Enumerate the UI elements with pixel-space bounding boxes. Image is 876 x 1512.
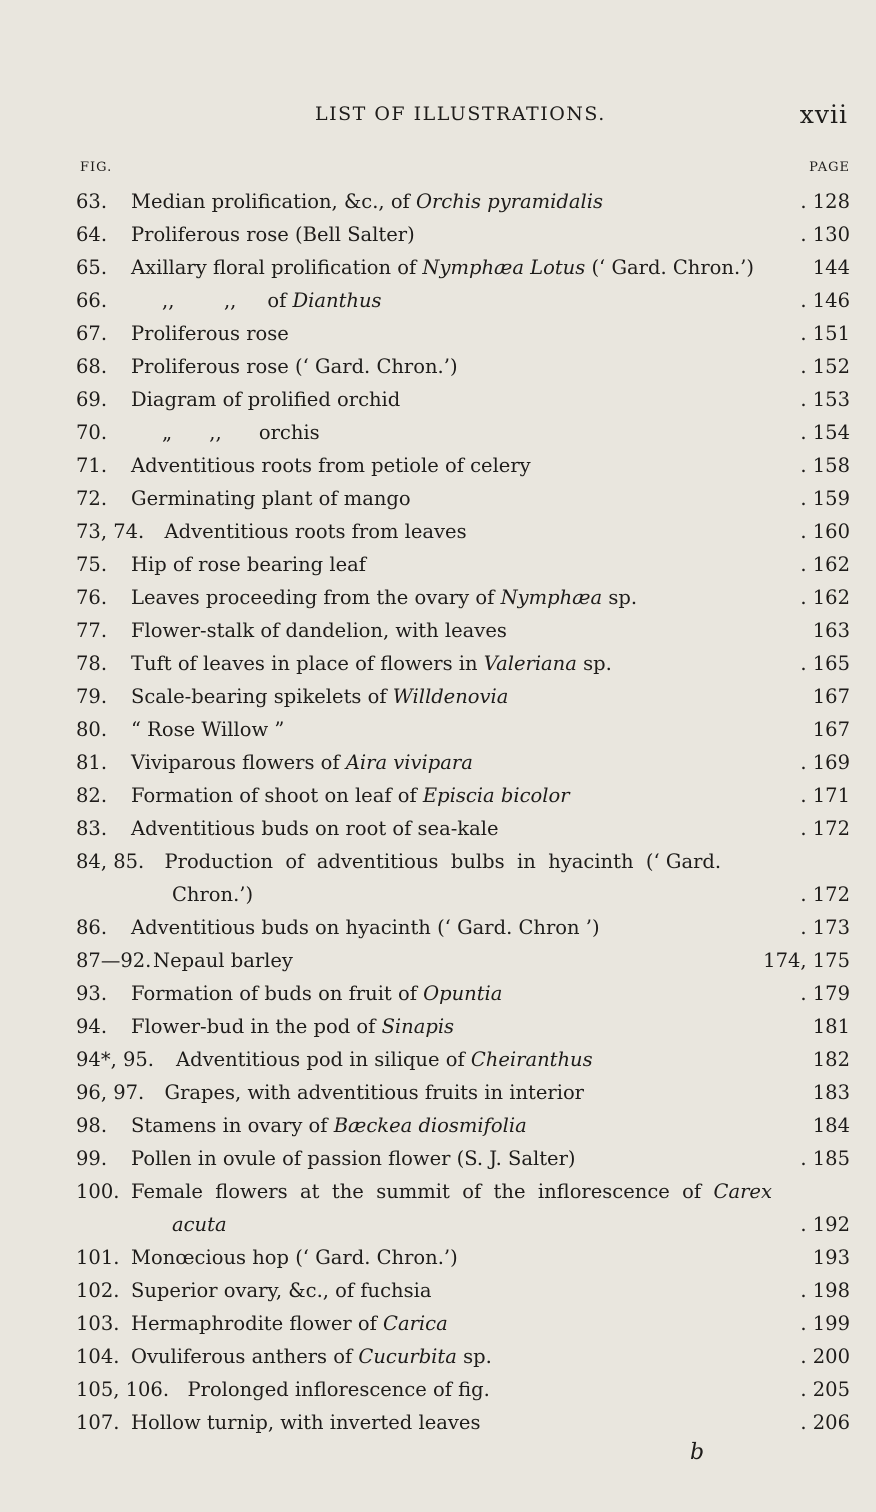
page-ref: 174, 175 [763, 949, 850, 972]
caption [131, 350, 458, 383]
page-ref: . 200 [800, 1345, 850, 1368]
caption-italic: Sinapis [381, 1015, 455, 1038]
caption [176, 1043, 593, 1076]
caption [131, 1241, 458, 1274]
list-item [0, 713, 876, 746]
caption-text: Adventitious roots from petiole of celery [131, 454, 531, 477]
page-ref: . 172 [800, 883, 850, 906]
list-item [0, 647, 876, 680]
page-ref: . 160 [800, 520, 850, 543]
caption-text: Diagram of prolified orchid [131, 388, 401, 411]
list-item [0, 449, 876, 482]
fig-number: 73, 74. [76, 520, 145, 543]
list-item [0, 482, 876, 515]
caption [131, 779, 570, 812]
caption-text: Hermaphrodite flower of [131, 1312, 384, 1335]
page-ref: . 165 [800, 652, 850, 675]
list-item [0, 1307, 876, 1340]
list-item [0, 515, 876, 548]
page-number: xvii [799, 100, 848, 129]
caption-italic: Episcia bicolor [422, 784, 570, 807]
caption [165, 515, 467, 548]
fig-number: 86. [76, 916, 108, 939]
caption-italic: Aira vivipara [345, 751, 473, 774]
page-ref: 167 [812, 685, 850, 708]
fig-number: 70. [76, 421, 108, 444]
fig-number: 80. [76, 718, 108, 741]
list-item [0, 1010, 876, 1043]
caption-text: Formation of buds on fruit of [131, 982, 424, 1005]
fig-number: 94. [76, 1015, 108, 1038]
list-item [0, 1043, 876, 1076]
page-ref: . 206 [800, 1411, 850, 1434]
fig-number: 105, 106. [76, 1378, 170, 1401]
fig-number: 63. [76, 190, 108, 213]
page-ref: . 162 [800, 553, 850, 576]
caption-text: Proliferous rose (Bell Salter) [131, 223, 415, 246]
page-ref: . 185 [800, 1147, 850, 1170]
list-item [0, 416, 876, 449]
caption-italic: Cucurbita [358, 1345, 457, 1368]
caption-text: Leaves proceeding from the ovary of [131, 586, 501, 609]
caption-italic: Orchis pyramidalis [415, 190, 603, 213]
fig-number: 79. [76, 685, 108, 708]
list-item [0, 977, 876, 1010]
caption [131, 1274, 431, 1307]
page-ref: 163 [812, 619, 850, 642]
fig-number: 102. [76, 1279, 120, 1302]
caption [131, 416, 320, 449]
list-item [0, 218, 876, 251]
caption [131, 1406, 480, 1439]
page-ref: 181 [812, 1015, 850, 1038]
page-ref: . 153 [800, 388, 850, 411]
caption-text: ,, ,, of [131, 289, 293, 312]
page-ref: . 173 [800, 916, 850, 939]
page-ref: 182 [812, 1048, 850, 1071]
caption-text: Ovuliferous anthers of [131, 1345, 359, 1368]
page-ref: 144 [812, 256, 850, 279]
running-title: LIST OF ILLUSTRATIONS. [315, 103, 606, 125]
page-ref: . 146 [800, 289, 850, 312]
page-ref: 183 [812, 1081, 850, 1104]
caption-text: Prolonged inflorescence of fig. [187, 1378, 490, 1401]
list-item [0, 614, 876, 647]
caption-italic: Bæckea diosmifolia [333, 1114, 527, 1137]
caption-text: Nepaul barley [153, 949, 293, 972]
caption-italic: Cheiranthus [470, 1048, 593, 1071]
caption-text: Proliferous rose (‘ Gard. Chron.’) [131, 355, 458, 378]
page-ref: . 159 [800, 487, 850, 510]
page-ref: . 169 [800, 751, 850, 774]
caption [131, 581, 637, 614]
fig-number: 72. [76, 487, 108, 510]
caption [131, 185, 603, 218]
page-ref: . 130 [800, 223, 850, 246]
list-item [0, 284, 876, 317]
caption-text: „ ,, orchis [131, 421, 320, 444]
fig-number: 71. [76, 454, 108, 477]
page-ref: . 179 [800, 982, 850, 1005]
caption-text: Monœcious hop (‘ Gard. Chron.’) [131, 1246, 458, 1269]
list-item [0, 185, 876, 218]
fig-number: 65. [76, 256, 108, 279]
caption-text: Flower-bud in the pod of [131, 1015, 382, 1038]
caption [131, 449, 531, 482]
caption-text: Hollow turnip, with inverted leaves [131, 1411, 481, 1434]
list-item [0, 944, 876, 977]
caption-text: Adventitious roots from leaves [164, 520, 467, 543]
fig-number: 99. [76, 1147, 108, 1170]
caption [131, 680, 508, 713]
page-column-heading: PAGE [809, 160, 850, 175]
list-item [0, 779, 876, 812]
fig-number: 81. [76, 751, 108, 774]
list-item [0, 350, 876, 383]
fig-number: 107. [76, 1411, 120, 1434]
fig-number: 82. [76, 784, 108, 807]
fig-number: 101. [76, 1246, 120, 1269]
list-item [0, 581, 876, 614]
list-item [0, 1142, 876, 1175]
fig-number: 77. [76, 619, 108, 642]
caption [131, 911, 600, 944]
fig-number: 66. [76, 289, 108, 312]
caption [188, 1373, 490, 1406]
caption [131, 482, 411, 515]
fig-number: 68. [76, 355, 108, 378]
list-item [0, 317, 876, 350]
caption-italic: Nymphæa [500, 586, 603, 609]
caption-text: Grapes, with adventitious fruits in interior [164, 1081, 585, 1104]
caption-text: Pollen in ovule of passion flower (S. J. Salter) [131, 1147, 576, 1170]
caption [131, 1142, 576, 1175]
caption [131, 647, 612, 680]
caption [131, 1109, 527, 1142]
caption-text: Female flowers at the summit of the inflorescence of [131, 1180, 714, 1203]
caption [131, 1010, 454, 1043]
caption-italic: Opuntia [423, 982, 503, 1005]
page-ref: . 198 [800, 1279, 850, 1302]
caption-italic: Carex [713, 1180, 772, 1203]
fig-number: 84, 85. [76, 850, 145, 873]
caption-text: sp. [576, 652, 612, 675]
fig-number: 69. [76, 388, 108, 411]
caption-text: Proliferous rose [131, 322, 289, 345]
caption [131, 317, 289, 350]
list-item [0, 845, 876, 911]
caption-text: Superior ovary, &c., of fuchsia [131, 1279, 432, 1302]
caption-text: Tuft of leaves in place of flowers in [131, 652, 484, 675]
illustration-list [0, 185, 876, 1439]
column-headings [0, 160, 876, 182]
caption-italic: Carica [383, 1312, 448, 1335]
caption-text: Flower-stalk of dandelion, with leaves [131, 619, 507, 642]
fig-number: 96, 97. [76, 1081, 145, 1104]
caption-text: Production of adventitious bulbs in hyacinth (‘ Gard. [164, 850, 722, 873]
signature-mark: b [690, 1440, 705, 1465]
list-item [0, 746, 876, 779]
fig-number: 93. [76, 982, 108, 1005]
list-item [0, 911, 876, 944]
caption-text: sp. [602, 586, 638, 609]
running-head [0, 100, 876, 133]
caption [131, 746, 473, 779]
fig-number: 104. [76, 1345, 120, 1368]
page-ref: . 162 [800, 586, 850, 609]
fig-number: 75. [76, 553, 108, 576]
caption [131, 1307, 448, 1340]
caption [131, 812, 499, 845]
page-ref: . 158 [800, 454, 850, 477]
page-ref: . 172 [800, 817, 850, 840]
caption-italic: Nymphæa Lotus [422, 256, 586, 279]
fig-number: 94*, 95. [76, 1048, 154, 1071]
caption-text: Germinating plant of mango [131, 487, 411, 510]
page-ref: . 205 [800, 1378, 850, 1401]
list-item [0, 548, 876, 581]
fig-number: 87—92. [76, 949, 152, 972]
list-item [0, 1241, 876, 1274]
caption [165, 1076, 585, 1109]
caption-text: Viviparous flowers of [131, 751, 346, 774]
list-item [0, 1274, 876, 1307]
list-item [0, 1406, 876, 1439]
fig-number: 83. [76, 817, 108, 840]
caption [131, 218, 415, 251]
caption [131, 977, 502, 1010]
caption [131, 713, 284, 746]
caption [131, 1175, 772, 1208]
fig-number: 67. [76, 322, 108, 345]
fig-number: 78. [76, 652, 108, 675]
caption [131, 548, 366, 581]
list-item [0, 1076, 876, 1109]
caption-text: (‘ Gard. Chron.’) [585, 256, 754, 279]
caption-continuation: acuta [172, 1213, 227, 1236]
fig-number: 103. [76, 1312, 120, 1335]
caption-text: Stamens in ovary of [131, 1114, 334, 1137]
page-ref: . 151 [800, 322, 850, 345]
caption-text: Axillary floral prolification of [131, 256, 423, 279]
list-item [0, 251, 876, 284]
caption [131, 284, 382, 317]
fig-column-heading: FIG. [80, 160, 113, 175]
caption-italic: Willdenovia [392, 685, 509, 708]
caption [131, 383, 400, 416]
fig-number: 98. [76, 1114, 108, 1137]
page-ref: 167 [812, 718, 850, 741]
list-item [0, 1373, 876, 1406]
caption [165, 845, 722, 878]
list-item [0, 383, 876, 416]
caption [131, 1340, 492, 1373]
caption [153, 944, 293, 977]
page-ref: . 199 [800, 1312, 850, 1335]
caption-text: Adventitious buds on hyacinth (‘ Gard. Chron ’) [131, 916, 600, 939]
caption-text: Adventitious pod in silique of [176, 1048, 471, 1071]
list-item [0, 1340, 876, 1373]
page-ref: . 192 [800, 1213, 850, 1236]
caption [131, 251, 754, 284]
list-item [0, 1175, 876, 1241]
caption-continuation: Chron.’) [172, 883, 254, 906]
caption-text: Median prolification, &c., of [131, 190, 416, 213]
caption-text: Adventitious buds on root of sea-kale [131, 817, 499, 840]
list-item [0, 1109, 876, 1142]
caption-text: “ Rose Willow ” [131, 718, 285, 741]
page-ref: . 128 [800, 190, 850, 213]
list-item [0, 680, 876, 713]
page-ref: 184 [812, 1114, 850, 1137]
page-ref: . 171 [800, 784, 850, 807]
caption-text: Formation of shoot on leaf of [131, 784, 423, 807]
list-item [0, 812, 876, 845]
page-ref: . 152 [800, 355, 850, 378]
caption-text: Scale-bearing spikelets of [131, 685, 393, 708]
caption-italic: Dianthus [292, 289, 382, 312]
caption-italic: Valeriana [483, 652, 577, 675]
caption-text: sp. [456, 1345, 492, 1368]
page-ref: 193 [812, 1246, 850, 1269]
fig-number: 100. [76, 1180, 120, 1203]
caption-text: Hip of rose bearing leaf [131, 553, 366, 576]
caption [131, 614, 507, 647]
fig-number: 76. [76, 586, 108, 609]
fig-number: 64. [76, 223, 108, 246]
page-ref: . 154 [800, 421, 850, 444]
